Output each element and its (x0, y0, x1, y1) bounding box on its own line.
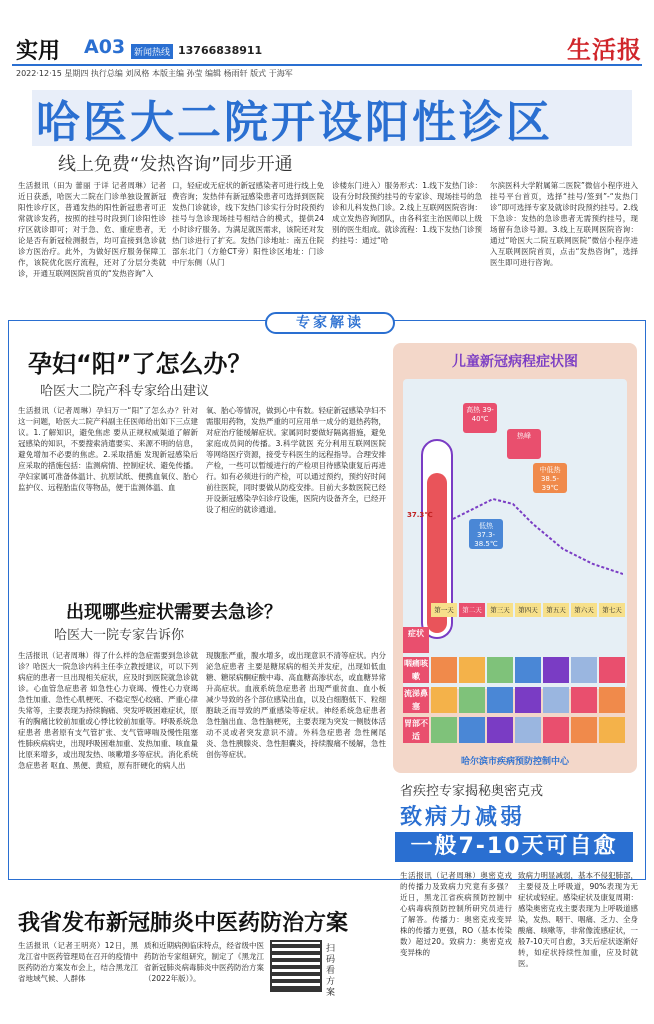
symptom-cell (431, 717, 457, 743)
symptom-cell (515, 657, 541, 683)
hotline-phone: 13766838911 (178, 44, 263, 57)
symptom-cell (543, 717, 569, 743)
temp-card-low: 低热 37.3-38.5℃ (469, 519, 503, 549)
symptom-cell (599, 717, 625, 743)
symptom-cell (599, 687, 625, 713)
pregnant-article-title: 孕妇“阳”了怎么办？ (28, 350, 252, 378)
symptom-cell (571, 657, 597, 683)
emergency-article-title: 出现哪些症状需要去急诊？ (66, 602, 282, 623)
day-label: 第六天 (571, 603, 597, 617)
lead-column-2: 口，轻症或无症状的新冠感染者可进行线上免费咨询；发热伴有新冠感染患者可选择到医院发热门诊就诊，线下发热门诊实行分时段预约挂号与急诊现场挂号相结合的模式，提供24小时诊疗服务。为满足就医需求，该院还对发热门诊进行了扩充。发热门诊地址：南五住院部东北门（方舱CT旁）阳性诊区地址：门诊中厅东侧（从门 (172, 181, 324, 267)
symptom-cell (431, 657, 457, 683)
hotline-tag: 新闻热线 (131, 44, 173, 59)
day-label: 第一天 (431, 603, 457, 617)
emergency-article-subtitle: 哈医大一院专家告诉你 (54, 628, 185, 643)
symptom-cell (487, 657, 513, 683)
temp-card-mid: 中低热 38.5-39℃ (533, 463, 567, 493)
omicron-col-2: 致病力明显减弱，基本不侵犯肺部，主要侵及上呼吸道，90%表现为无症状或轻症。感染症状及康复周期：感染奥密克戎主要表现为上呼吸道感染，发热、咽干、咽痛、乏力、全身酸痛、咳嗽等，非常像流感症状，一般7-10天可自愈，3天后症状逐渐好转，如症状持续性加重，应及时就医。 (518, 871, 638, 968)
pregnant-article-col-1: 生活报讯（记者周琳）孕妇万一“阳”了怎么办？针对这一问题，哈医大二院产科副主任医师给出如下三点建议。1.了解知识，避免焦虑 要从正规权威渠道了解新冠感染的知识，不要搜索消遣要实、来源不明的信息，避免增加不必要的焦虑。2.采取措施 发现新冠感染后应采取的措施包括：监测病情、控制症状、避免传播。孕妇家属可准备体温计、抗原试纸、便携血氧仪、胎心监护仪、远程胎监仪等物品，便于监测体温、血 (18, 406, 198, 492)
symptom-cell (459, 687, 485, 713)
fever-threshold-label: 37.3℃ (407, 511, 433, 519)
temp-card-peak: 热峰 (507, 429, 541, 459)
symptom-cell (599, 657, 625, 683)
fever-trend-line (453, 499, 623, 574)
symptom-cell (487, 717, 513, 743)
symptom-cell (515, 687, 541, 713)
symptom-cell (571, 687, 597, 713)
day-label: 第五天 (543, 603, 569, 617)
symptom-label: 流涕鼻塞 (404, 689, 428, 711)
lead-column-3: 诊楼东门进入）服务形式：1.线下发热门诊：设有分时段预约挂号的专家诊、现场挂号的急诊和儿科发热门诊。2.线上互联网医院咨询：成立发热咨询团队，由各科室主治医师以上级别的医生组成。就诊流程：1.线下发热门诊预约挂号：通过“哈 (332, 181, 482, 245)
infographic-source: 哈尔滨市疾病预防控制中心 (460, 757, 569, 767)
omicron-banner: 一般7-10天可自愈 (395, 832, 633, 862)
symptom-cell (431, 687, 457, 713)
masthead-rule (12, 64, 642, 66)
emergency-article-col-1: 生活报讯（记者周琳）得了什么样的急症需要到急诊就诊？哈医大一院急诊内科主任李立教授建议，可以下列病症的患者一旦出现相关症状，应及时到医院就急诊就诊。心血管急症患者 如急性心力衰竭、慢性心力衰竭急性加重、急性心肌梗死、不稳定型心绞痛、严重心律失常等，主要表现为持续胸痛、突发呼吸困难症状，原有的胸痛比较前加重或心悸比较前加重等。呼吸系统急症患者 患者原有支气管扩张、支气管哮喘及慢性阻塞性肺疾病病史，出现呼吸困难加重、发热加重、咳血量比原来增多，或出现发热、咳嗽增多等症状。消化系统急症患者 呕血、黑便、黄疸，原有肝硬化的病人出 (18, 651, 198, 770)
tcm-headline: 我省发布新冠肺炎中医药防治方案 (18, 911, 349, 936)
omicron-title: 致病力减弱 (400, 804, 526, 830)
lead-column-1: 生活报讯（田为 蕾丽 于详 记者周琳）记者近日获悉，哈医大二院在门诊单独设置新冠阳性诊疗区，普通发热的阳性新冠患者可正常就诊发药，按照的挂号时段到门诊阳性诊疗区就诊即可；对于急、危、重症患者，无论是否有新冠检测报告，均可直接到急诊就诊方医治疗。此外，为做好医疗服务保障工作，该院优化医疗流程，还对了分层分类就诊，开通互联网医院首页的“发热咨询”入 (18, 181, 166, 278)
issue-meta: 2022·12·15 星期四 执行总编 刘凤格 本版主编 孙莹 编辑 杨雨轩 版式 于海军 (16, 69, 293, 78)
lead-subhead: 线上免费“发热咨询”同步开通 (58, 154, 293, 175)
symptom-label: 症状 (403, 627, 429, 653)
pregnant-article-subtitle: 哈医大二院产科专家给出建议 (40, 384, 210, 399)
symptom-cell (459, 657, 485, 683)
symptom-cell (515, 717, 541, 743)
page-code: A03 (84, 36, 126, 58)
omicron-label: 省疾控专家揭秘奥密克戎 (400, 784, 544, 799)
qr-label: 扫码看方案 (326, 944, 336, 998)
infographic-day-row (403, 603, 627, 617)
lead-column-4: 尔滨医科大学附属第二医院”微信小程序进入挂号平台首页，选择“挂号/签到”-“发热门诊”即可选择专家及就诊时段预约挂号。2.线下急诊：发热的急诊患者无需预约挂号，现场留有急诊号源。3.线上互联网医院咨询：通过“哈医大二院互联网医院”微信小程序进入互联网医院首页，点击“发热咨询”，选择医生即可进行咨询。 (490, 181, 638, 267)
day-label: 第二天 (459, 603, 485, 617)
infographic-title: 儿童新冠病程症状图 (452, 354, 578, 370)
symptom-cell (459, 717, 485, 743)
symptom-cell (543, 657, 569, 683)
qr-code[interactable] (270, 940, 322, 992)
symptom-label: 胃部不适 (404, 719, 428, 741)
symptom-cell (487, 687, 513, 713)
symptom-label: 咽痛咳嗽 (404, 659, 428, 681)
symptom-cell (571, 717, 597, 743)
expert-ribbon: 专家解读 (265, 312, 395, 334)
day-label: 第四天 (515, 603, 541, 617)
symptom-cell (543, 687, 569, 713)
day-label: 第七天 (599, 603, 625, 617)
pregnant-article-col-2: 氧、胎心等情况，做到心中有数。轻症新冠感染孕妇不需服用药物，发热严重的可应用单一成分的退热药物，对症治疗能缓解症状。家属同时要做好隔离措施，避免家庭成员间的传播。3.科学就医 充分利用互联网医院等网络医疗资源，接受专科医生的远程指导。合理安排产检，一些可以暂缓进行的产检项目待感染康复后再进行。如有必须进行的产检，可以通过预约，预约好时间前往医院，同时要做从防疫安排。目前大多数医院已经开设新冠感染孕妇诊疗设施，医院内设备齐全，已经开设了相应的就诊通道。 (206, 406, 386, 514)
tcm-col-2: 质和近期病例临床特点，经省级中医药防治专家组研究，制定了《黑龙江省新冠肺炎病毒肺炎中医药防治方案（2022年版）》。 (144, 941, 264, 983)
child-symptom-infographic (393, 343, 637, 773)
lead-headline: 哈医大二院开设阳性诊区 (36, 97, 553, 148)
masthead (0, 0, 654, 62)
day-label: 第三天 (487, 603, 513, 617)
newspaper-logo: 生活报 (567, 35, 642, 64)
infographic-symptom-grid (403, 627, 627, 757)
section-name: 实用 (16, 38, 61, 64)
temp-card-high: 高热 39-40℃ (463, 403, 497, 433)
emergency-article-col-2: 现腹胀严重，腹水增多，或出现意识不清等症状。内分泌急症患者 主要是糖尿病的相关并发症，出现如低血糖、糖尿病酮症酸中毒、高血糖高渗状态，或血糖异常升高症状。血液系统急症患者 出现严重贫血、血小板减少导致的各个部位感染出血，以及白细胞低下、粒细胞缺乏而导致的严重感染等症状。神经系统急症患者 急性脑出血、急性脑梗死，主要表现为突发一侧肢体活动不灵或者突发意识不清。外科急症患者 急性阑尾炎、急性胰腺炎、急性胆囊炎，持续腹痛不缓解，急性创伤等症状。 (206, 651, 386, 759)
lead-headline-block (28, 86, 628, 148)
omicron-col-1: 生活报讯（记者周琳）奥密克戎的传播力及致病力究竟有多强？近日，黑龙江省疾病预防控制中心病毒病预防控制所研究员进行了解答。传播力：奥密克戎变异株的传播力更强，RO（基本传染数）超过20。致病力：奥密克戎变异株的 (400, 871, 512, 957)
fever-curve (453, 479, 623, 599)
tcm-col-1: 生活报讯（记者王明亮）12日，黑龙江省中医药管理局在召开的疫情中医药防治方案发布会上，结合黑龙江省地域气候、人群体 (18, 941, 138, 983)
